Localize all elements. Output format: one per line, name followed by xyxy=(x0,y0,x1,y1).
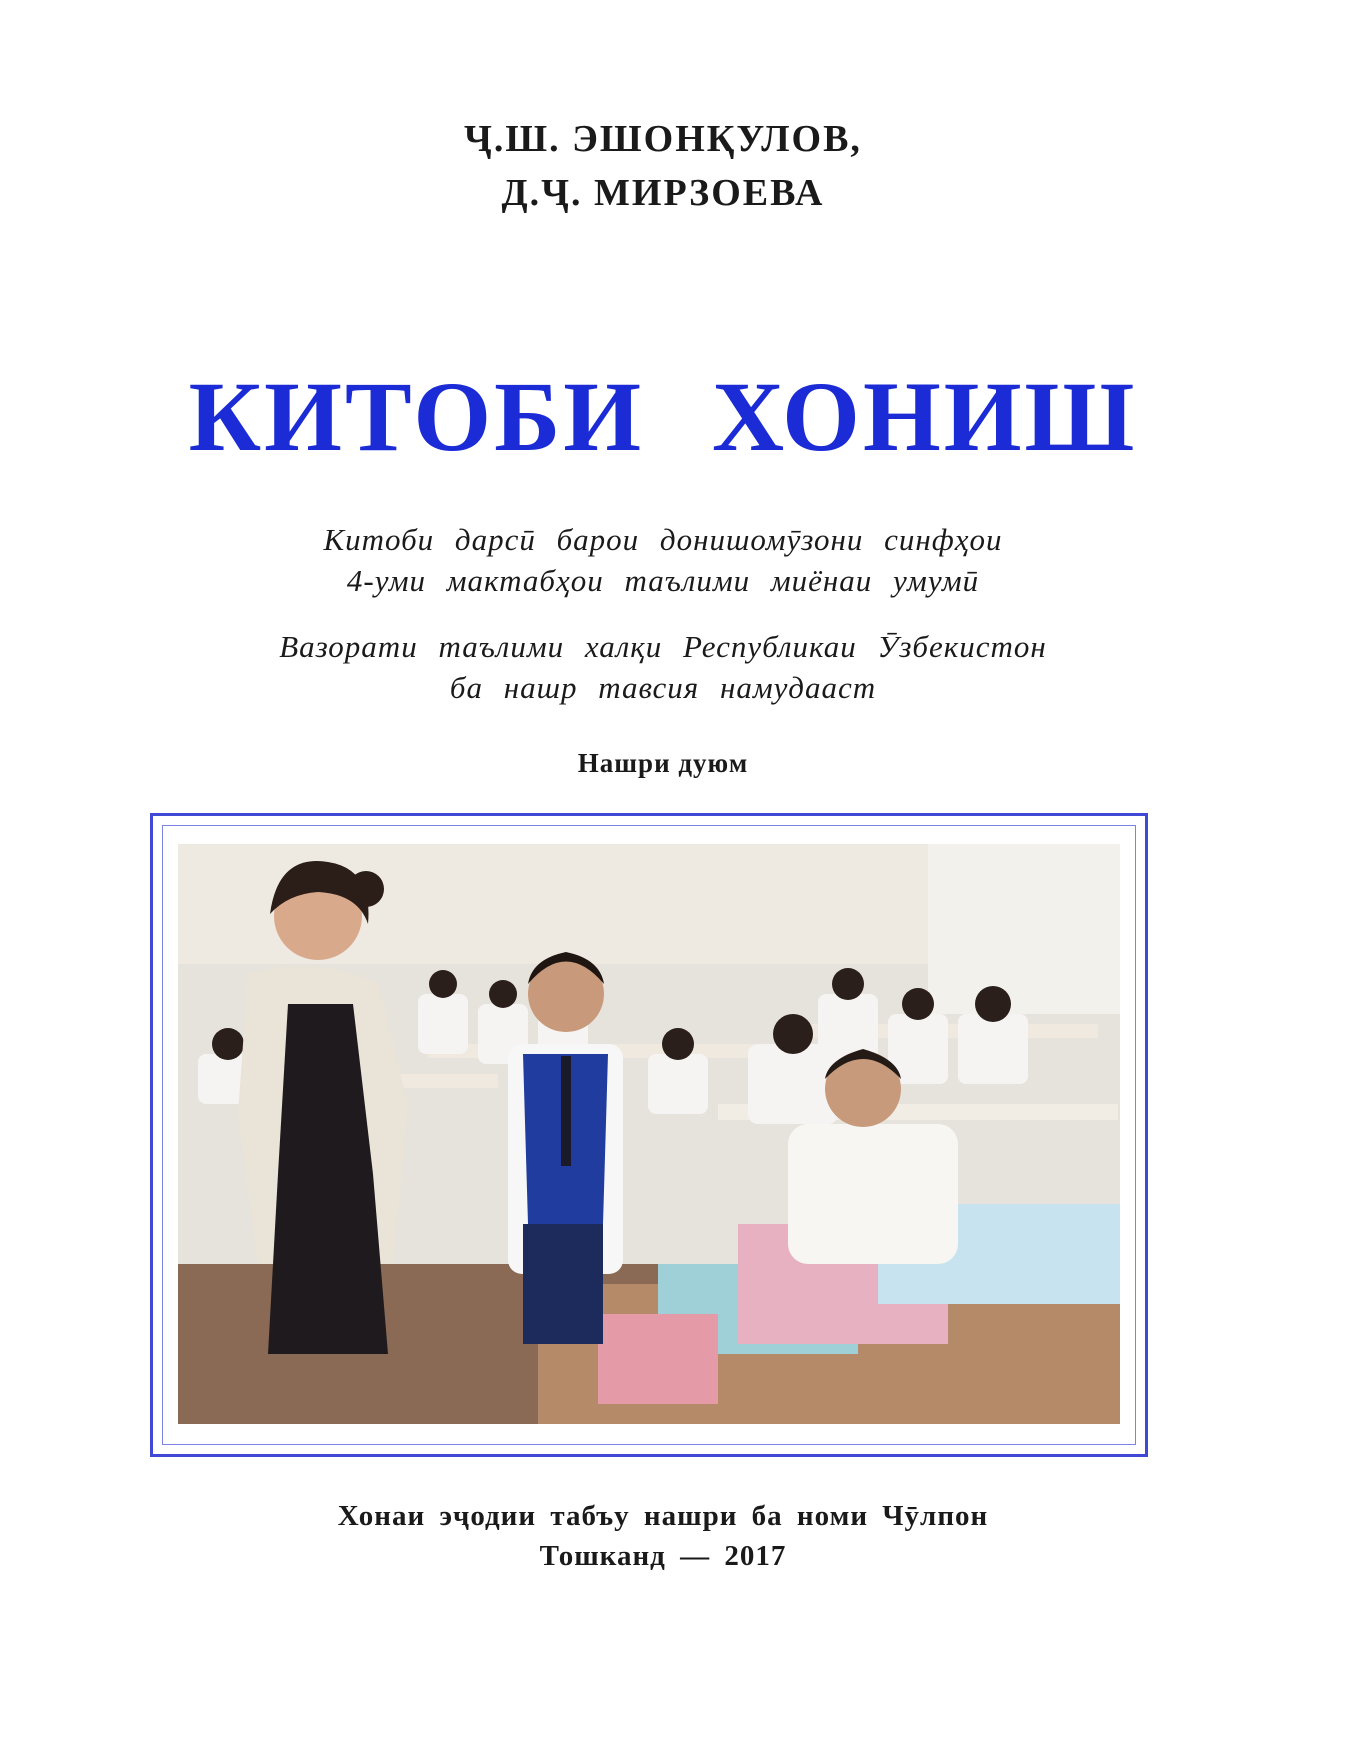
author-line-1: Ҷ.Ш. ЭШОНҚУЛОВ, xyxy=(464,118,862,160)
description-line-2: 4-уми мактабҳои таълими миёнаи умумӣ xyxy=(346,563,980,598)
recommendation-line-2: ба нашр тавсия намудааст xyxy=(449,670,877,705)
publisher-info xyxy=(0,1496,1326,1576)
publisher-name: Хонаи эҷодии табъу нашри ба номи Чӯлпон xyxy=(337,1500,989,1532)
recommendation-line-1: Вазорати таълими халқи Республикаи Ӯзбекистон xyxy=(279,629,1047,664)
ministry-recommendation xyxy=(0,626,1326,708)
authors xyxy=(0,112,1326,220)
publication-place-year: Тошканд — 2017 xyxy=(539,1540,787,1572)
author-line-2: Д.Ҷ. МИРЗОЕВА xyxy=(501,172,825,214)
classroom-photo xyxy=(178,844,1120,1424)
classroom-illustration xyxy=(178,844,1120,1424)
book-description xyxy=(0,519,1326,601)
description-line-1: Китоби дарсӣ барои донишомӯзони синфҳои xyxy=(323,522,1003,557)
book-title: КИТОБИ ХОНИШ xyxy=(188,361,1138,472)
edition-label: Нашри дуюм xyxy=(577,748,749,778)
